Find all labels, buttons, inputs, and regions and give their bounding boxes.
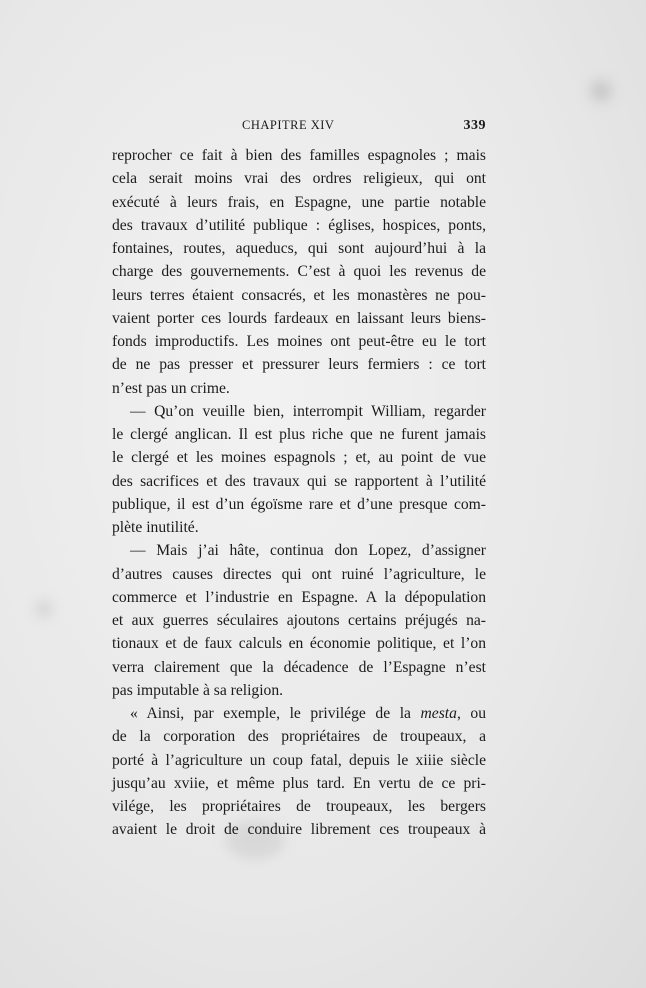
chapter-title: CHAPITRE XIV [242,118,335,132]
text-line: verra clairement que la décadence de l’Espagne n’est [112,658,486,676]
text-line: de la corporation des propriétaires de troupeaux, a [112,728,486,746]
paper-stain [35,600,53,618]
text-line: le clergé anglican. Il est plus riche que ne furent jamais [112,426,486,443]
text-line: charge des gouvernements. C’est à quoi les revenus de [112,263,486,281]
text-line: vaient porter ces lourds fardeaux en laissant leurs biens- [112,309,486,327]
text-line: cela serait moins vrai des ordres religieux, qui ont [112,170,486,188]
page-number: 339 [463,118,486,133]
text-line: — Qu’on veuille bien, interrompit William, regarder [130,402,486,420]
text-line: des travaux d’utilité publique : églises, hospices, ponts, [112,216,486,234]
text-line: des sacrifices et des travaux qui se rapportent à l’utilité [112,472,486,490]
text-line: publique, il est d’un égoïsme rare et d’une presque com- [112,495,486,513]
text-line: fontaines, routes, aqueducs, qui sont aujourd’hui à la [112,240,486,257]
text-line: avaient le droit de conduire librement ces troupeaux à [112,821,486,839]
text-line: leurs terres étaient consacrés, et les monastères ne pou- [112,286,486,304]
text-line: commerce et l’industrie en Espagne. A la dépopulation [112,588,486,606]
text-line: « Ainsi, par exemple, le privilége de la mesta, ou [130,705,487,722]
text-line: de ne pas presser et pressurer leurs fermiers : ce tort [112,356,486,374]
text-line: tionaux et de faux calculs en économie politique, et l’on [112,635,486,653]
body-text [112,144,486,842]
text-line: le clergé et les moines espagnols ; et, au point de vue [112,449,486,467]
text-line: et aux guerres séculaires ajoutons certains préjugés na- [112,612,486,629]
text-line: n’est pas un crime. [112,379,230,397]
paper-stain [590,80,612,102]
text-line: pas imputable à sa religion. [112,681,284,699]
text-line: plète inutilité. [112,519,199,536]
text-line: — Mais j’ai hâte, continua don Lopez, d’assigner [130,542,486,560]
text-line: vilége, les propriétaires de troupeaux, les bergers [112,798,486,815]
text-line: jusqu’au xviie, et même plus tard. En vertu de ce pri- [112,774,486,792]
text-line: exécuté à leurs frais, en Espagne, une partie notable [112,193,486,211]
text-line: porté à l’agriculture un coup fatal, depuis le xiiie siècle [112,751,486,769]
text-line: fonds improductifs. Les moines ont peut-être eu le tort [112,333,486,350]
text-line: reprocher ce fait à bien des familles espagnoles ; mais [112,147,486,164]
text-line: d’autres causes directes qui ont ruiné l’agriculture, le [112,565,486,583]
